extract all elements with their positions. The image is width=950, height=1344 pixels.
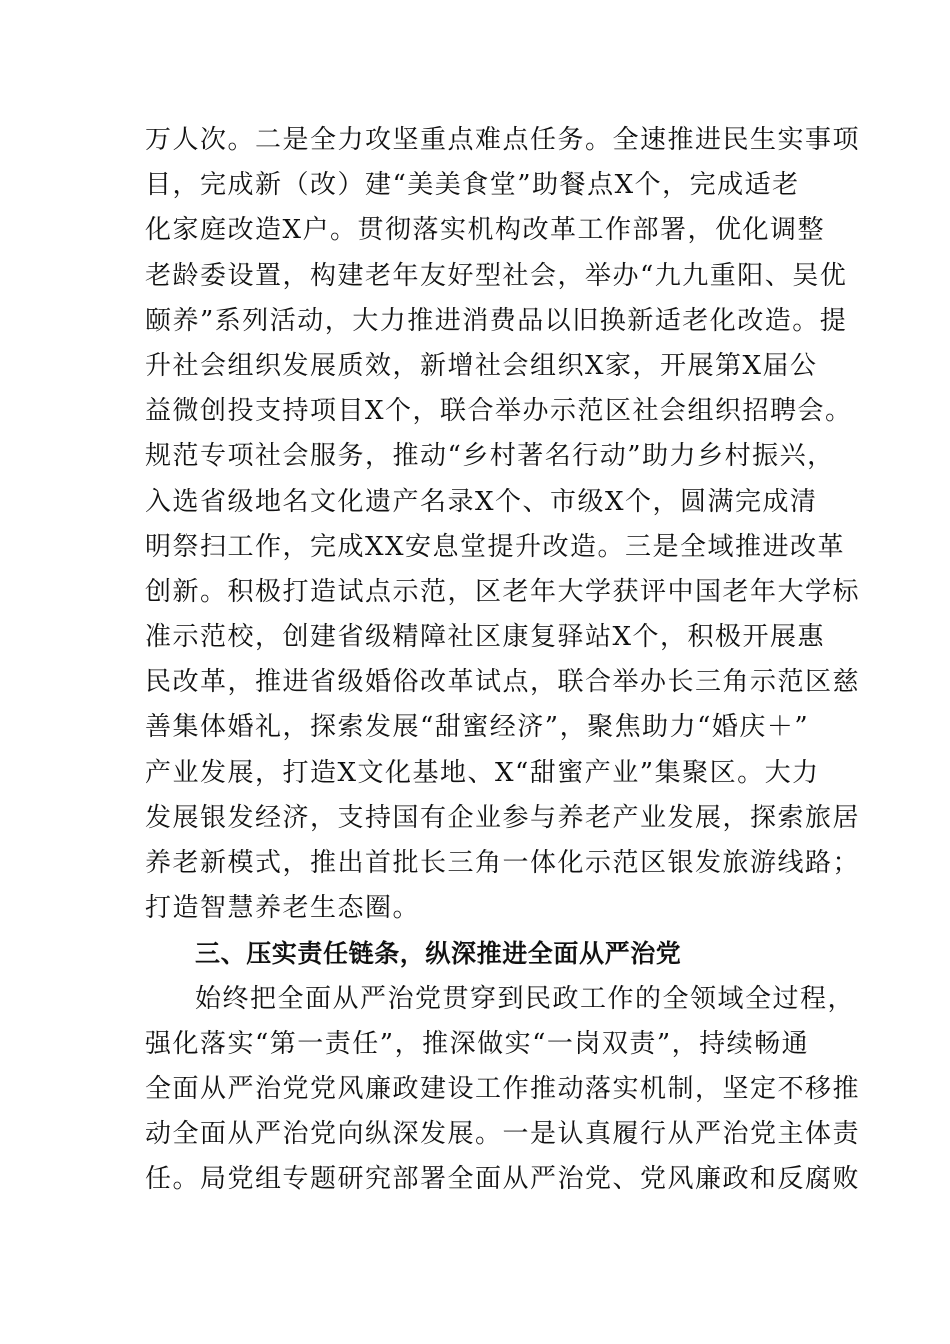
text-line: 养老新模式，推出首批长三角一体化示范区银发旅游线路； — [145, 848, 861, 878]
text-line: 善集体婚礼，探索发展“甜蜜经济”，聚焦助力“婚庆＋” — [145, 712, 810, 743]
body-text — [145, 118, 861, 1203]
text-line: 产业发展，打造X文化基地、X“甜蜜产业”集聚区。大力 — [145, 757, 820, 788]
text-line: 任。局党组专题研究部署全面从严治党、党风廉政和反腐败 — [145, 1164, 861, 1195]
text-line: 准示范校，创建省级精障社区康复驿站X个，积极开展惠 — [145, 622, 826, 653]
text-line: 化家庭改造X户。贯彻落实机构改革工作部署，优化调整 — [145, 215, 826, 246]
text-line: 入选省级地名文化遗产名录X个、市级X个，圆满完成清 — [145, 486, 818, 517]
text-line: 创新。积极打造试点示范，区老年大学获评中国老年大学标 — [145, 576, 861, 607]
text-line: 动全面从严治党向纵深发展。一是认真履行从严治党主体责 — [145, 1119, 861, 1150]
text-line: 强化落实“第一责任”，推深做实“一岗双责”，持续畅通 — [145, 1028, 810, 1059]
section-heading: 三、压实责任链条，纵深推进全面从严治党 — [195, 939, 682, 969]
text-line: 民改革，推进省级婚俗改革试点，联合举办长三角示范区慈 — [145, 667, 861, 698]
text-line: 打造智慧养老生态圈。 — [145, 893, 421, 924]
text-line: 颐养”系列活动，大力推进消费品以旧换新适老化改造。提 — [145, 305, 848, 336]
text-line: 明祭扫工作，完成XX安息堂提升改造。三是全域推进改革 — [145, 531, 846, 562]
text-line: 万人次。二是全力攻坚重点难点任务。全速推进民生实事项 — [145, 125, 861, 155]
text-line: 全面从严治党党风廉政建设工作推动落实机制，坚定不移推 — [145, 1073, 861, 1104]
text-line: 老龄委设置，构建老年友好型社会，举办“九九重阳、吴优 — [145, 260, 848, 291]
text-line: 目，完成新（改）建“美美食堂”助餐点X个，完成适老 — [145, 170, 800, 201]
text-line: 益微创投支持项目X个，联合举办示范区社会组织招聘会。 — [145, 396, 853, 427]
text-line: 发展银发经济，支持国有企业参与养老产业发展，探索旅居 — [145, 802, 861, 833]
text-line: 升社会组织发展质效，新增社会组织X家，开展第X届公 — [145, 350, 818, 381]
text-line: 始终把全面从严治党贯穿到民政工作的全领域全过程， — [195, 983, 856, 1014]
text-line: 规范专项社会服务，推动“乡村著名行动”助力乡村振兴， — [145, 441, 835, 472]
